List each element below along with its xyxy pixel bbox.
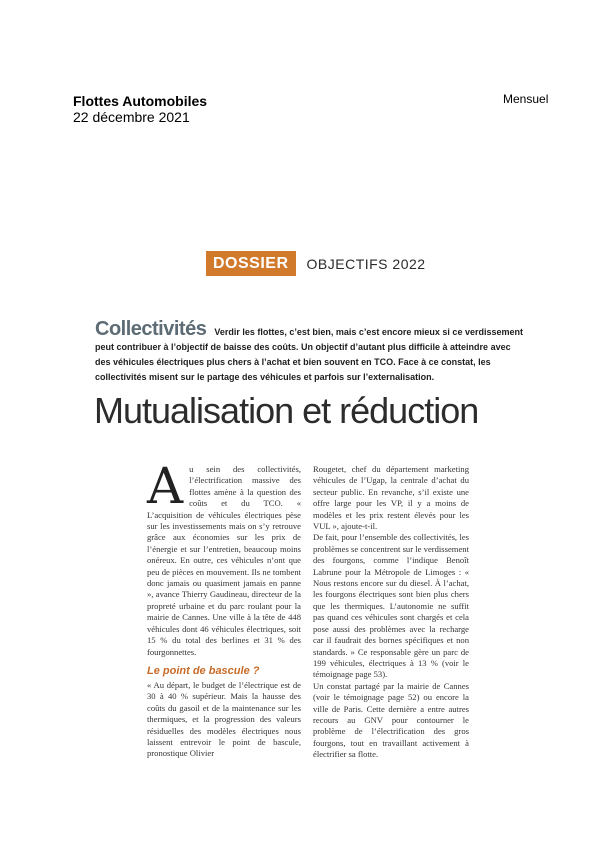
article-intro: [95, 318, 527, 385]
dossier-topic: OBJECTIFS 2022: [306, 255, 426, 272]
article-paragraph: u sein des collectivités, l’électrification massive des flottes amène à la question des coûts et du TCO. « L’acquisition de véhicules électriques pèse sur les investissements mais on s’y retrouve grâce aux économies sur les prix de l’énergie et sur l’entretien, beaucoup moins onéreux. En outre, ces véhicules n’ont que peu de pièces en mouvement. Ils ne tombent donc jamais ou quasiment jamais en panne », avance Thierry Gaudineau, directeur de la propreté urbaine et du parc roulant pour la mairie de Cannes. Une ville à la tête de 448 véhicules dont 46 véhicules électriques, soit 15 % du total des berlines et 31 % des fourgonnettes.: [147, 464, 301, 657]
article-headline: Mutualisation et réduction: [94, 390, 479, 431]
article-subhead: Le point de bascule ?: [147, 664, 260, 677]
drop-cap: A: [147, 457, 184, 515]
article-column-right: [313, 464, 469, 761]
article-kicker: Collectivités: [95, 318, 207, 340]
dossier-banner: [206, 251, 426, 276]
article-paragraph: Rougetet, chef du département marketing véhicules de l’Ugap, la centrale d’achat du secteur public. En revanche, s’il existe une offre large pour les VP, il y a moins de modèles et les prix restent élevés pour les VUL », ajoute-t-il.: [313, 464, 469, 532]
publication-date: 22 décembre 2021: [73, 109, 190, 125]
article-column-left: [147, 457, 301, 760]
article-paragraph: Un constat partagé par la mairie de Cannes (voir le témoignage page 52) ou encore la ville de Paris. Cette dernière a entre autres recours au GNV pour contourner le problème de l’électrification des gros fourgons, tout en travaillant activement à électrifier sa flotte.: [313, 680, 469, 760]
dossier-badge: DOSSIER: [206, 251, 296, 276]
article-paragraph: De fait, pour l’ensemble des collectivités, les problèmes se concentrent sur le verdissement des fourgons, comme l’indique Benoît Labrune pour la Métropole de Limoges : « Nous restons encore sur du diesel. À l’achat, les fourgons électriques sont bien plus chers que les thermiques. L’autonomie ne suffit pas quand ces véhicules sont chargés et cela pose aussi des problèmes avec la recharge car il faudrait des bornes spécifiques et non standards. » Ce responsable gère un parc de 199 véhicules, électriques à 13 % (voir le témoignage page 53).: [313, 532, 469, 680]
publication-header: [73, 93, 207, 125]
publication-name: Flottes Automobiles: [73, 93, 208, 109]
article-paragraph: « Au départ, le budget de l’électrique est de 30 à 40 % supérieur. Mais la hausse des coûts du gasoil et de la maintenance sur les thermiques, et la progression des valeurs résiduelles des modèles électriques nous laissent entrevoir le point de bascule, pronostique Olivier: [147, 679, 301, 759]
periodicity-label: Mensuel: [503, 92, 549, 106]
intro-text: Verdir les flottes, c’est bien, mais c’est encore mieux si ce verdissement peut contribuer à l’objectif de baisse des coûts. Un objectif d’autant plus difficile à atteindre avec des véhicules électriques plus chers à l’achat et bien souvent en TCO. Face à ce constat, les collectivités misent sur le partage des véhicules et parfois sur l’externalisation.: [95, 327, 523, 382]
